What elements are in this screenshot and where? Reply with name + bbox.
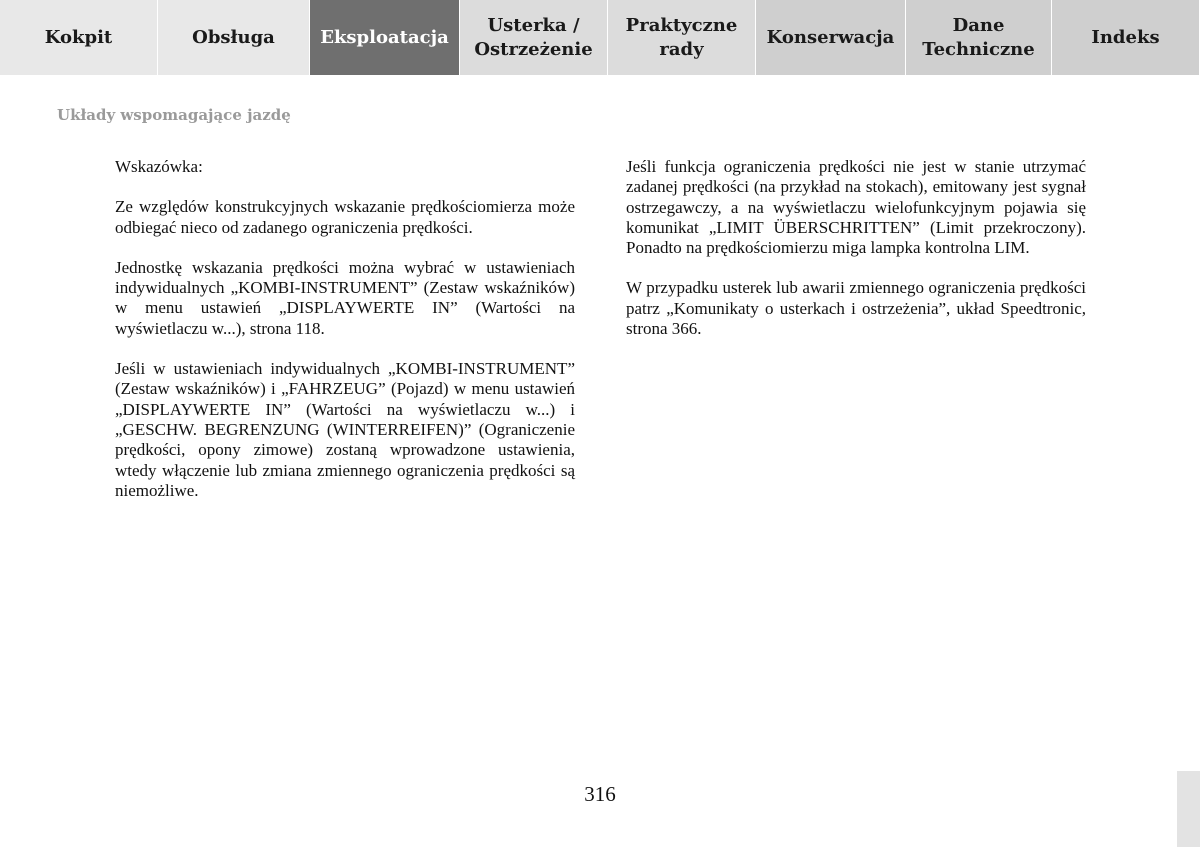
paragraph: W przypadku usterek lub awarii zmiennego ograniczenia prędkości patrz „Komunikaty o usterkach i ostrzeżenia”, układ Speedtronic, strona 366.	[626, 278, 1086, 339]
page-number: 316	[584, 782, 616, 806]
chapter-tabs	[0, 0, 1200, 75]
tab-kokpit[interactable]: Kokpit	[0, 0, 158, 75]
paragraph: Jeśli funkcja ograniczenia prędkości nie jest w stanie utrzymać zadanej prędkości (na przykład na stokach), emitowany jest sygnał ostrzegawczy, a na wyświetlaczu wielofunkcyjnym pojawia się komunikat „LIMIT ÜBERSCHRITTEN” (Limit przekroczony). Ponadto na prędkościomierzu miga lampka kontrolna LIM.	[626, 157, 1086, 258]
tab-eksploatacja[interactable]: Eksploatacja	[310, 0, 460, 75]
right-column	[626, 157, 1086, 359]
left-column	[115, 157, 575, 521]
thumb-index-mark	[1177, 771, 1200, 847]
tab-konserwacja[interactable]: Konserwacja	[756, 0, 906, 75]
section-title: Układy wspomagające jazdę	[57, 106, 291, 124]
tab-dane-techniczne[interactable]: Dane Techniczne	[906, 0, 1052, 75]
paragraph: Jednostkę wskazania prędkości można wybrać w ustawieniach indywidualnych „KOMBI-INSTRUMENT” (Zestaw wskaźników) w menu ustawień „DISPLAYWERTE IN” (Wartości na wyświetlaczu w...), strona 118.	[115, 257, 575, 338]
note-heading: Wskazówka:	[115, 157, 203, 176]
tab-obsluga[interactable]: Obsługa	[158, 0, 310, 75]
tab-praktyczne-rady[interactable]: Praktyczne rady	[608, 0, 756, 75]
paragraph: Ze względów konstrukcyjnych wskazanie prędkościomierza może odbiegać nieco od zadanego ograniczenia prędkości.	[115, 197, 575, 237]
paragraph: Jeśli w ustawieniach indywidualnych „KOMBI-INSTRUMENT” (Zestaw wskaźników) i „FAHRZEUG” (Pojazd) w menu ustawień „DISPLAYWERTE IN” (Wartości na wyświetlaczu w...) i „GESCHW. BEGRENZUNG (WINTERREIFEN)” (Ograniczenie prędkości, opony zimowe) zostaną wprowadzone ustawienia, wtedy włączenie lub zmiana zmiennego ograniczenia prędkości są niemożliwe.	[115, 359, 575, 500]
tab-usterka-ostrzezenie[interactable]: Usterka / Ostrzeżenie	[460, 0, 608, 75]
tab-indeks[interactable]: Indeks	[1052, 0, 1200, 75]
